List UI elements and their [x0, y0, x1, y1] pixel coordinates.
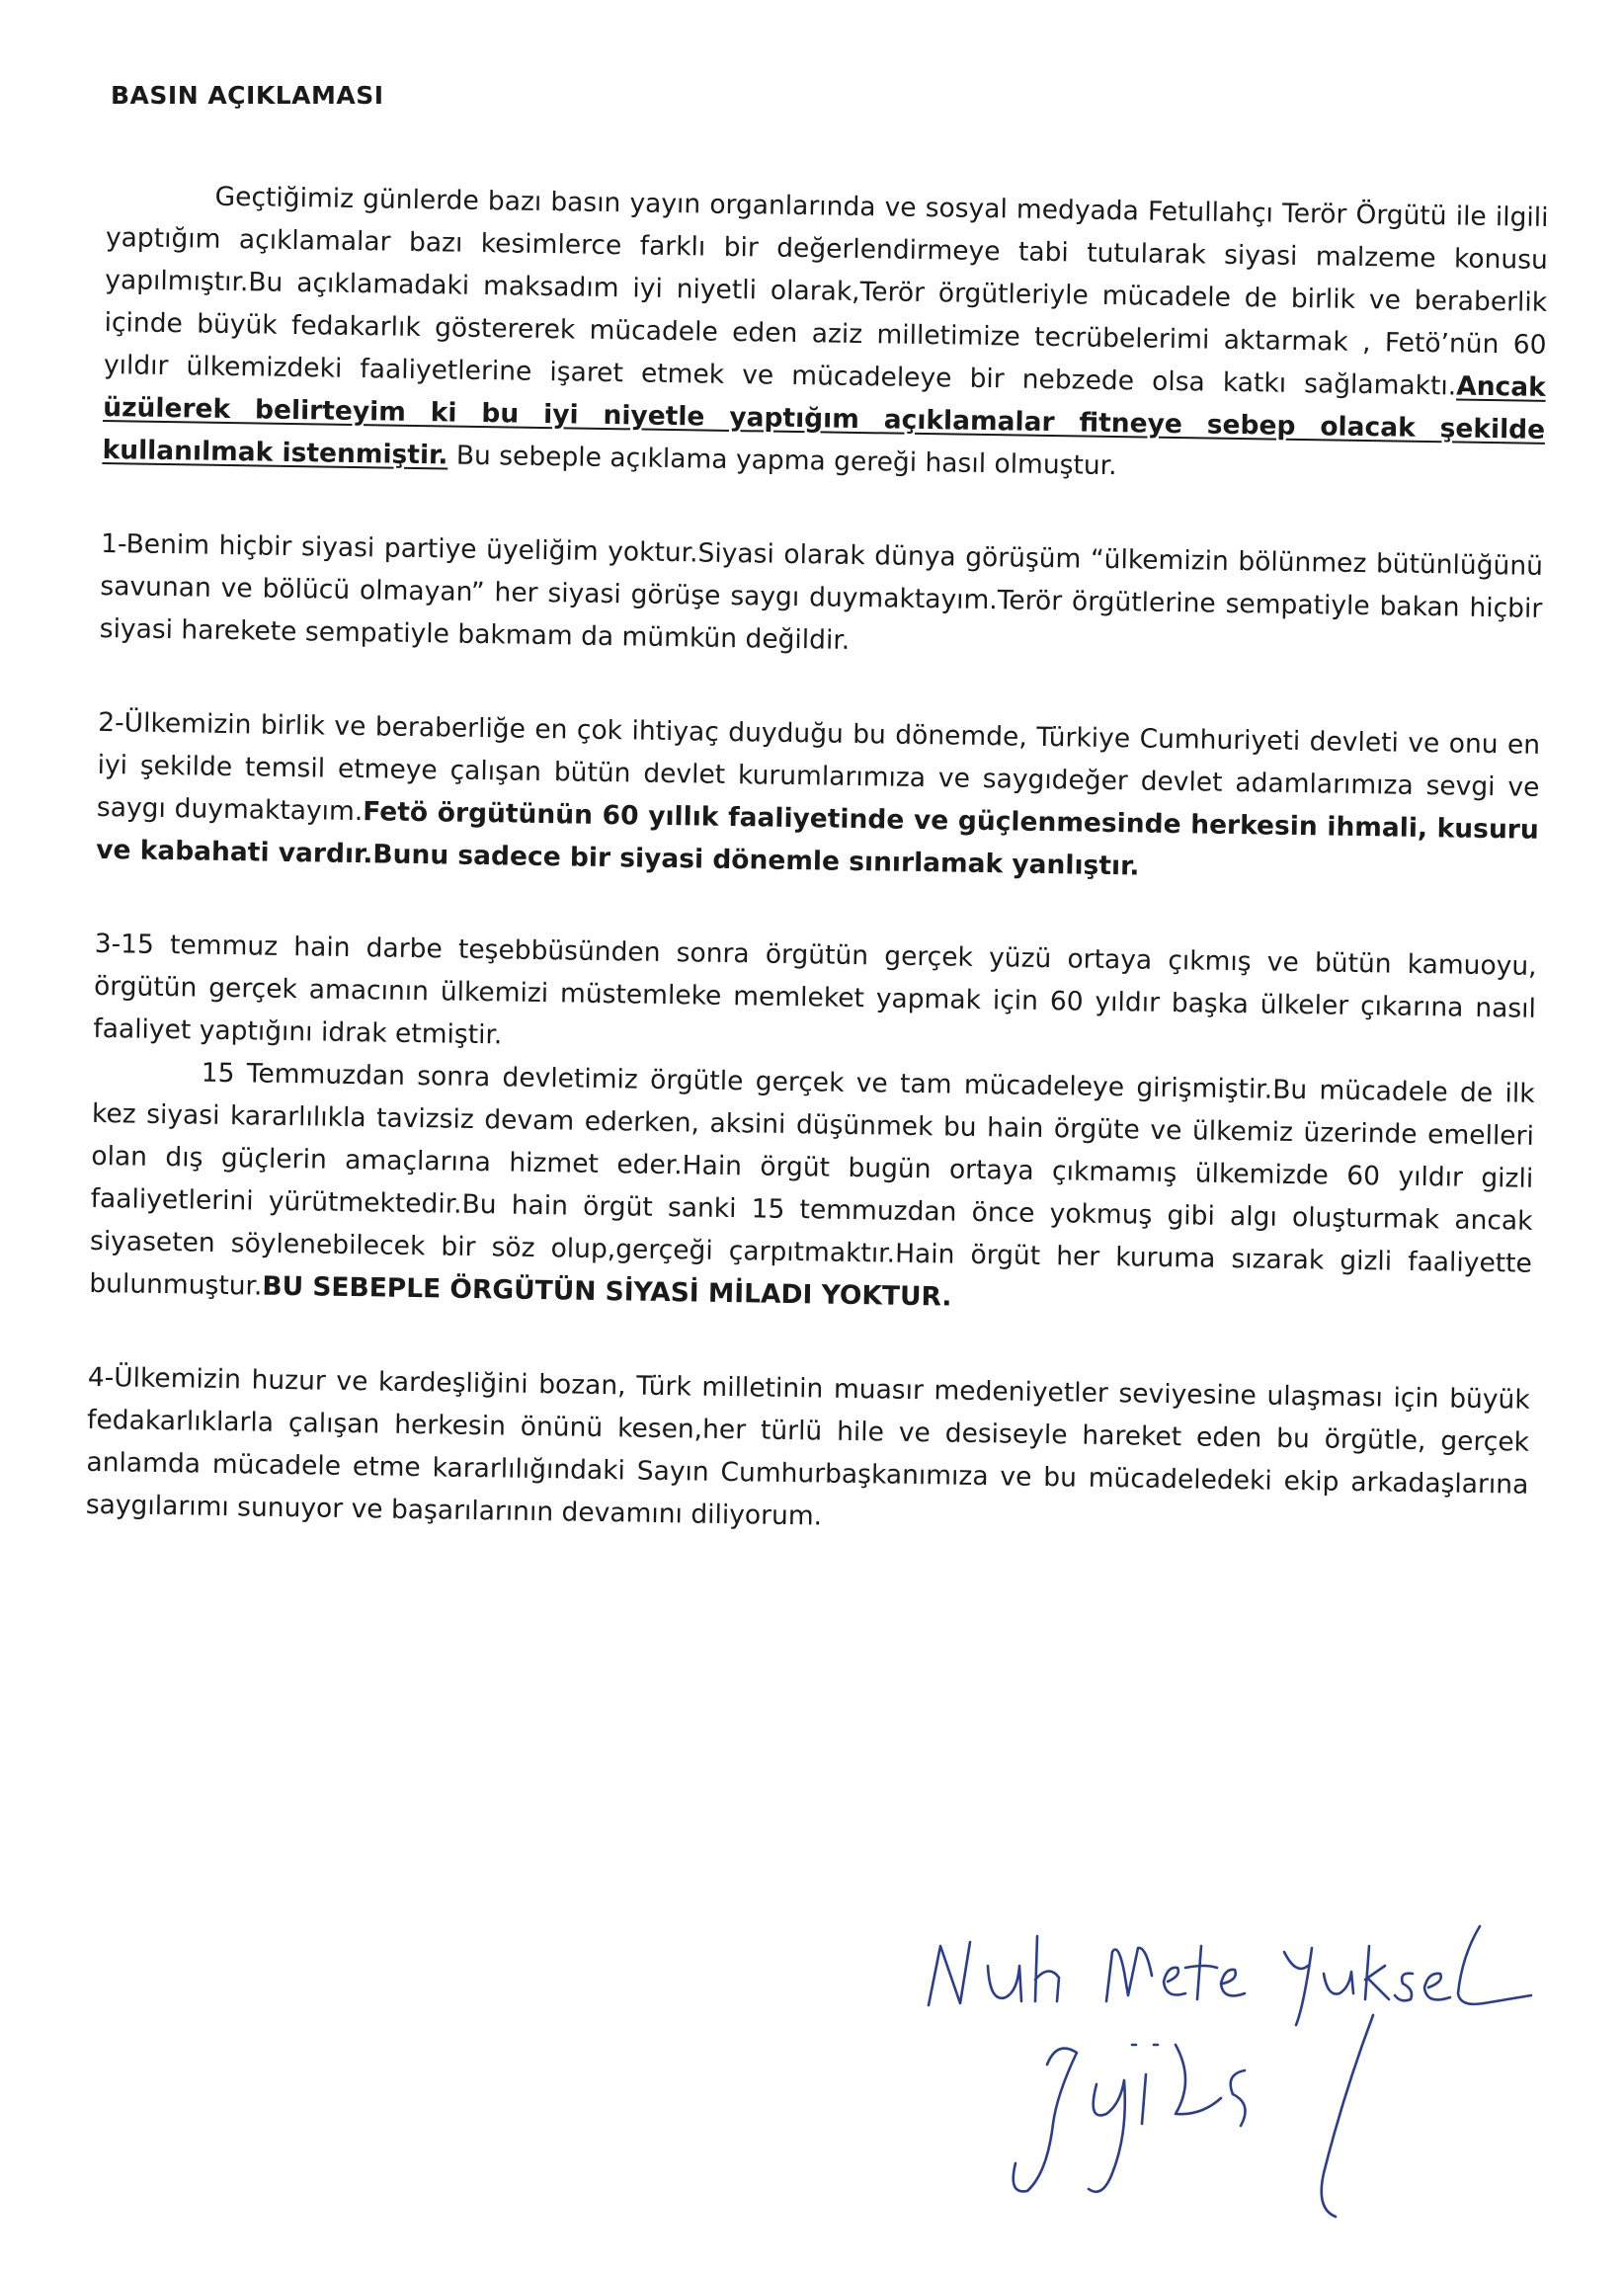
intro-emphasis: Ancak üzülerek belirteyim ki bu iyi niyetle yaptığım açıklamalar fitneye sebep olacak şekilde kullanılmak istenmiştir.: [102, 370, 1547, 471]
handwritten-signature: [909, 1877, 1581, 2232]
point-3-continuation-text: 15 Temmuzdan sonra devletimiz örgütle gerçek ve tam mücadeleye girişmiştir.Bu mücadele de ilk kez siyasi kararlılıkla tavizsiz devam ederken, aksini düşünmek bu hain örgüte ve ülkemiz üzerinde emelleri olan dış güçlerin amaçlarına hizmet eder.Hain örgüt bugün ortaya çıkmamış ülkemizde 60 yıldır gizli faaliyetlerini yürütmektedir.Bu hain örgüt sanki 15 temmuzdan önce yokmuş gibi algı oluşturmak ancak siyaseten söylenebilecek bir söz olup,gerçeği çarpıtmaktır.Hain örgüt her kuruma sızarak gizli faaliyette bulunmuştur.: [89, 1057, 1535, 1302]
intro-paragraph: [102, 174, 1549, 494]
point-4-paragraph: 4-Ülkemizin huzur ve kardeşliğini bozan, Türk milletinin muasır medeniyetler seviyesine ulaşması için büyük fedakarlıklarla çalışan herkesin önünü kesen,her türlü hile ve desiseyle hareket eden bu örgütle, gerçek anlamda mücadele etme kararlılığındaki Sayın Cumhurbaşkanımıza ve bu mücadeledeki ekip arkadaşlarına saygılarımı sunuyor ve başarılarının devamını diliyorum.: [85, 1361, 1530, 1532]
point-1-paragraph: 1-Benim hiçbir siyasi partiye üyeliğim yoktur.Siyasi olarak dünya görüşüm “ülkemizin bölünmez bütünlüğünü savunan ve bölücü olmayan” her siyasi görüşe saygı duymaktayım.Terör örgütlerine sempatiyle bakan hiçbir siyasi harekete sempatiyle bakmam da mümkün değildir.: [99, 527, 1544, 656]
document-body: [85, 174, 1549, 1600]
intro-text: Geçtiğimiz günlerde bazı basın yayın organlarında ve sosyal medyada Fetullahçı Terör Örgütü ile ilgili yaptığım açıklamalar bazı kesimlerce farklı bir değerlendirmeye tabi tutularak siyasi malzeme konusu yapılmıştır.Bu açıklamadaki maksadım iyi niyetli olarak,Terör örgütleriyle mücadele de birlik ve beraberlik içinde büyük fedakarlık göstererek mücadele eden aziz milletimize tecrübelerimi aktarmak , Fetö’nün 60 yıldır ülkemizdeki faaliyetlerine işaret etmek ve mücadeleye bir nebzede olsa katkı sağlamaktı.: [103, 181, 1549, 402]
point-2-emphasis: Fetö örgütünün 60 yıllık faaliyetinde ve güçlenmesinde herkesin ihmali, kusuru ve kabahati vardır.Bunu sadece bir siyasi dönemle sınırlamak yanlıştır.: [96, 796, 1539, 882]
point-3-paragraph: 3-15 temmuz hain darbe teşebbüsünden sonra örgütün gerçek yüzü ortaya çıkmış ve bütün kamuoyu, örgütün gerçek amacının ülkemizi müstemleke memleket yapmak için 60 yıldır başka ülkeler çıkarına nasıl faaliyet yaptığını idrak etmiştir.: [93, 928, 1537, 1051]
intro-closing: Bu sebeple açıklama yapma gereği hasıl olmuştur.: [455, 440, 1117, 482]
point-3-emphasis: BU SEBEPLE ÖRGÜTÜN SİYASİ MİLADI YOKTUR.: [262, 1270, 952, 1313]
point-2-paragraph: [96, 701, 1541, 894]
document-title: BASIN AÇIKLAMASI: [111, 81, 384, 110]
point-3-continuation: [89, 1050, 1535, 1328]
point-2-text: 2-Ülkemizin birlik ve beraberliğe en çok ihtiyaç duyduğu bu dönemde, Türkiye Cumhuriyeti devleti ve onu en iyi şekilde temsil etmeye çalışan bütün devlet kurumlarımıza ve saygıdeğer devlet adamlarımıza sevgi ve saygı duymaktayım.: [96, 706, 1541, 828]
